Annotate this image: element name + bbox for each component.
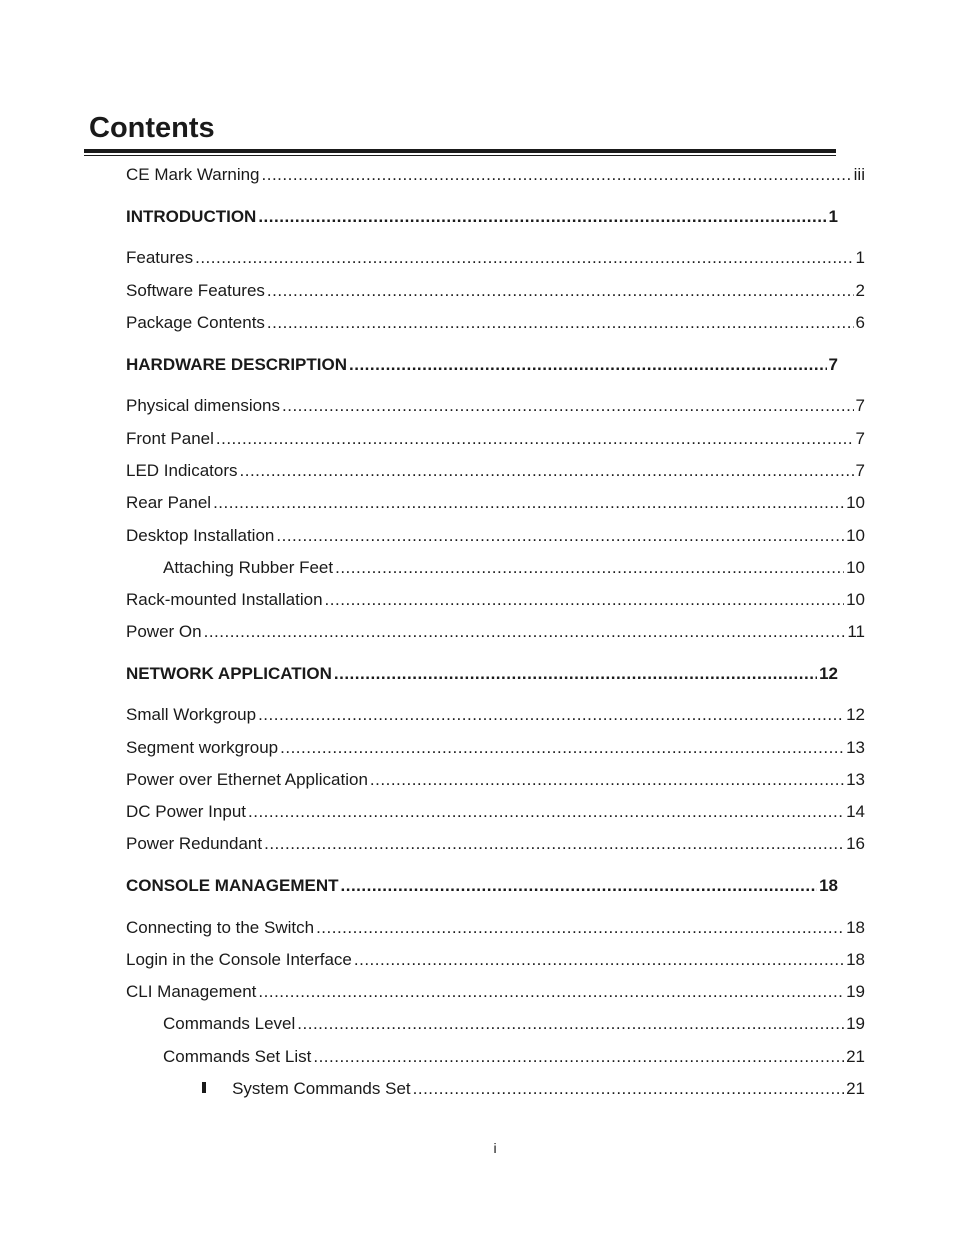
toc-entry[interactable]: Package Contents ..... 6 [126, 312, 865, 334]
toc-entry[interactable]: Power Redundant ..... 16 [126, 833, 865, 855]
toc-chapter-entry[interactable]: INTRODUCTION ..... 1 [126, 206, 838, 228]
toc-entry[interactable]: Rear Panel ..... 10 [126, 492, 865, 514]
toc-subentry[interactable]: Commands Level ..... 19 [163, 1013, 865, 1035]
toc-entry[interactable]: Power over Ethernet Application ..... 13 [126, 769, 865, 791]
toc-chapter-entry[interactable]: HARDWARE DESCRIPTION ..... 7 [126, 354, 838, 376]
toc-entry[interactable]: Login in the Console Interface ..... 18 [126, 949, 865, 971]
page-number: i [493, 1140, 497, 1156]
page-title: Contents [89, 112, 215, 144]
toc-entry[interactable]: Features ..... 1 [126, 247, 865, 269]
toc-entry[interactable]: Desktop Installation ..... 10 [126, 525, 865, 547]
toc-entry[interactable]: Rack-mounted Installation ..... 10 [126, 589, 865, 611]
square-bullet-icon [202, 1082, 206, 1093]
toc-entry[interactable]: LED Indicators ..... 7 [126, 460, 865, 482]
toc-entry[interactable]: Small Workgroup ..... 12 [126, 704, 865, 726]
toc-entry[interactable]: Front Panel ..... 7 [126, 428, 865, 450]
toc-entry[interactable]: CLI Management ..... 19 [126, 981, 865, 1003]
toc-entry[interactable]: Power On ..... 11 [126, 621, 865, 643]
toc-entry[interactable]: Physical dimensions ..... 7 [126, 395, 865, 417]
toc-entry[interactable]: Segment workgroup ..... 13 [126, 737, 865, 759]
toc-subsubentry[interactable]: System Commands Set ..... 21 [202, 1078, 865, 1100]
toc-chapter-entry[interactable]: CONSOLE MANAGEMENT ..... 18 [126, 875, 838, 897]
toc-subentry[interactable]: Commands Set List ..... 21 [163, 1046, 865, 1068]
toc-entry[interactable]: CE Mark Warning ..... iii [126, 164, 865, 186]
toc-chapter-entry[interactable]: NETWORK APPLICATION ..... 12 [126, 663, 838, 685]
toc-entry[interactable]: DC Power Input ..... 14 [126, 801, 865, 823]
toc-entry[interactable]: Software Features ..... 2 [126, 280, 865, 302]
toc-subentry[interactable]: Attaching Rubber Feet ..... 10 [163, 557, 865, 579]
toc-entry[interactable]: Connecting to the Switch ..... 18 [126, 917, 865, 939]
